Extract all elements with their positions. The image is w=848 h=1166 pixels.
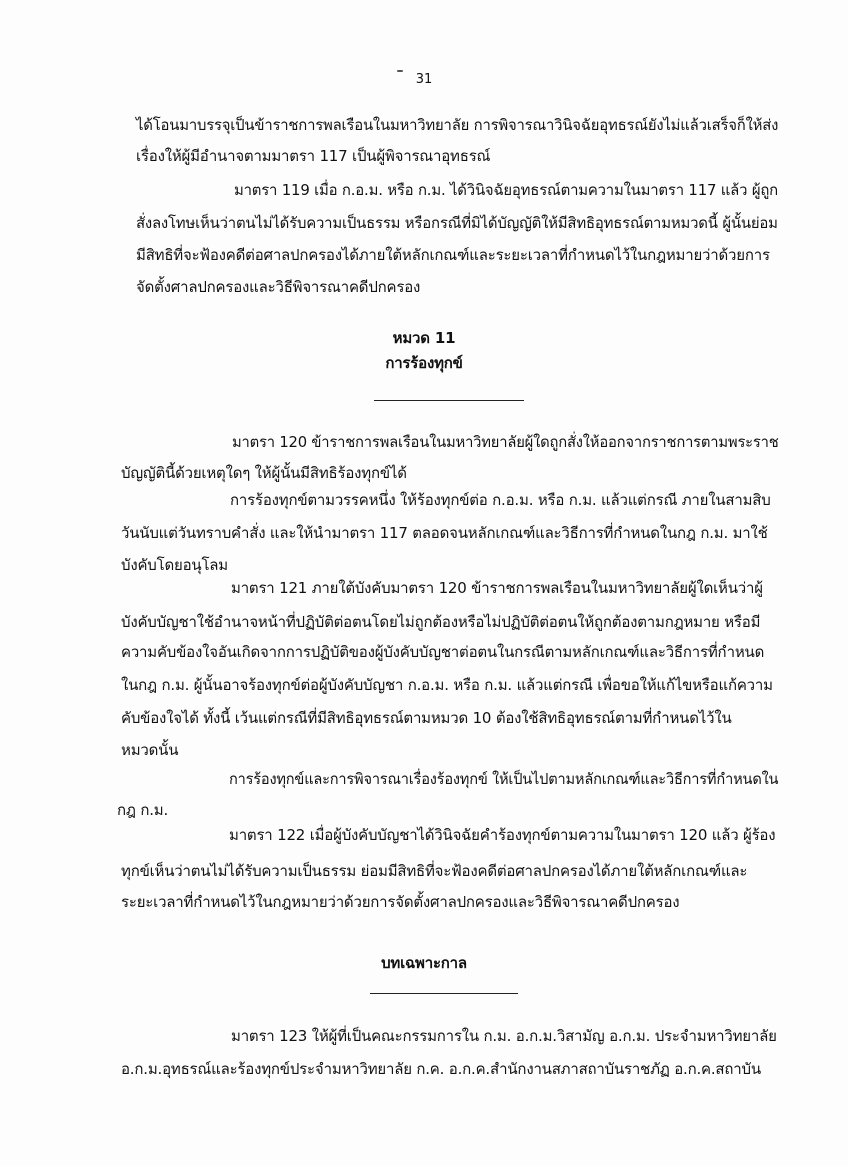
section-122-line: มาตรา 122 เมื่อผู้บังคับบัญชาได้วินิจฉัยคำร้องทุกข์ตามความในมาตรา 120 แล้ว ผู้ร้อง <box>229 826 776 844</box>
section-119-line: มีสิทธิที่จะฟ้องคดีต่อศาลปกครองได้ภายใต้หลักเกณฑ์และระยะเวลาที่กำหนดไว้ในกฎหมายว่าด้วยการ <box>136 246 770 264</box>
page-number: 31 <box>415 72 433 87</box>
section-123-line: มาตรา 123 ให้ผู้ที่เป็นคณะกรรมการใน ก.ม. อ.ก.ม.วิสามัญ อ.ก.ม. ประจำมหาวิทยาลัย <box>231 1027 777 1045</box>
section-121-paragraph-line: การร้องทุกข์และการพิจารณาเรื่องร้องทุกข์ ให้เป็นไปตามหลักเกณฑ์และวิธีการที่กำหนดใน <box>229 770 779 788</box>
section-121-line: หมวดนั้น <box>121 741 179 759</box>
section-121-line: ความคับข้องใจอันเกิดจากการปฏิบัติของผู้บังคับบัญชาต่อตนในกรณีตามหลักเกณฑ์และวิธีการที่กำหนด <box>121 643 765 661</box>
section-121-paragraph-line: กฎ ก.ม. <box>117 801 169 819</box>
section-121-line: มาตรา 121 ภายใต้บังคับมาตรา 120 ข้าราชการพลเรือนในมหาวิทยาลัยผู้ใดเห็นว่าผู้ <box>231 579 763 597</box>
transitional-heading: บทเฉพาะกาล <box>381 954 467 972</box>
paragraph-line: ได้โอนมาบรรจุเป็นข้าราชการพลเรือนในมหาวิทยาลัย การพิจารณาวินิจฉัยอุทธรณ์ยังไม่แล้วเสร็จก็ให้ส่ง <box>136 116 779 134</box>
section-121-line: ในกฎ ก.ม. ผู้นั้นอาจร้องทุกข์ต่อผู้บังคับบัญชา ก.อ.ม. หรือ ก.ม. แล้วแต่กรณี เพื่อขอให้แก้ไขหรือแก้ความ <box>121 676 773 694</box>
transitional-divider <box>370 993 518 994</box>
chapter-number: หมวด 11 <box>392 329 456 347</box>
section-121-line: บังคับบัญชาใช้อำนาจหน้าที่ปฏิบัติต่อตนโดยไม่ถูกต้องหรือไม่ปฏิบัติต่อตนให้ถูกต้องตามกฎหมาย หรือมี <box>121 613 761 631</box>
section-120-paragraph-line: การร้องทุกข์ตามวรรคหนึ่ง ให้ร้องทุกข์ต่อ ก.อ.ม. หรือ ก.ม. แล้วแต่กรณี ภายในสามสิบ <box>230 491 771 509</box>
section-119-line: สั่งลงโทษเห็นว่าตนไม่ได้รับความเป็นธรรม หรือกรณีที่มิได้บัญญัติให้มีสิทธิอุทธรณ์ตามหมวดนี้ ผู้นั้นย่อม <box>136 214 778 232</box>
section-119-line: มาตรา 119 เมื่อ ก.อ.ม. หรือ ก.ม. ได้วินิจฉัยอุทธรณ์ตามความในมาตรา 117 แล้ว ผู้ถูก <box>234 181 778 199</box>
section-121-line: คับข้องใจได้ ทั้งนี้ เว้นแต่กรณีที่มีสิทธิอุทธรณ์ตามหมวด 10 ต้องใช้สิทธิอุทธรณ์ตามที่กำหนดไว้ใน <box>121 709 732 727</box>
section-119-line: จัดตั้งศาลปกครองและวิธีพิจารณาคดีปกครอง <box>136 278 421 296</box>
section-120-paragraph-line: บังคับโดยอนุโลม <box>121 556 228 574</box>
chapter-divider <box>374 400 524 401</box>
section-123-line: อ.ก.ม.อุทธรณ์และร้องทุกข์ประจำมหาวิทยาลัย ก.ค. อ.ก.ค.สำนักงานสภาสถาบันราชภัฏ อ.ก.ค.สถาบัน <box>121 1060 761 1078</box>
section-122-line: ระยะเวลาที่กำหนดไว้ในกฎหมายว่าด้วยการจัดตั้งศาลปกครองและวิธีพิจารณาคดีปกครอง <box>121 893 680 911</box>
paragraph-line: เรื่องให้ผู้มีอำนาจตามมาตรา 117 เป็นผู้พิจารณาอุทธรณ์ <box>136 147 491 165</box>
section-120-paragraph-line: วันนับแต่วันทราบคำสั่ง และให้นำมาตรา 117 ตลอดจนหลักเกณฑ์และวิธีการที่กำหนดในกฎ ก.ม. มาใช้ <box>121 524 768 542</box>
section-122-line: ทุกข์เห็นว่าตนไม่ได้รับความเป็นธรรม ย่อมมีสิทธิที่จะฟ้องคดีต่อศาลปกครองได้ภายใต้หลักเกณฑ์และ <box>121 862 748 880</box>
chapter-title: การร้องทุกข์ <box>385 354 463 372</box>
section-120-line: บัญญัตินี้ด้วยเหตุใดๆ ให้ผู้นั้นมีสิทธิร้องทุกข์ได้ <box>121 464 407 482</box>
section-120-line: มาตรา 120 ข้าราชการพลเรือนในมหาวิทยาลัยผู้ใดถูกสั่งให้ออกจากราชการตามพระราช <box>232 433 779 451</box>
